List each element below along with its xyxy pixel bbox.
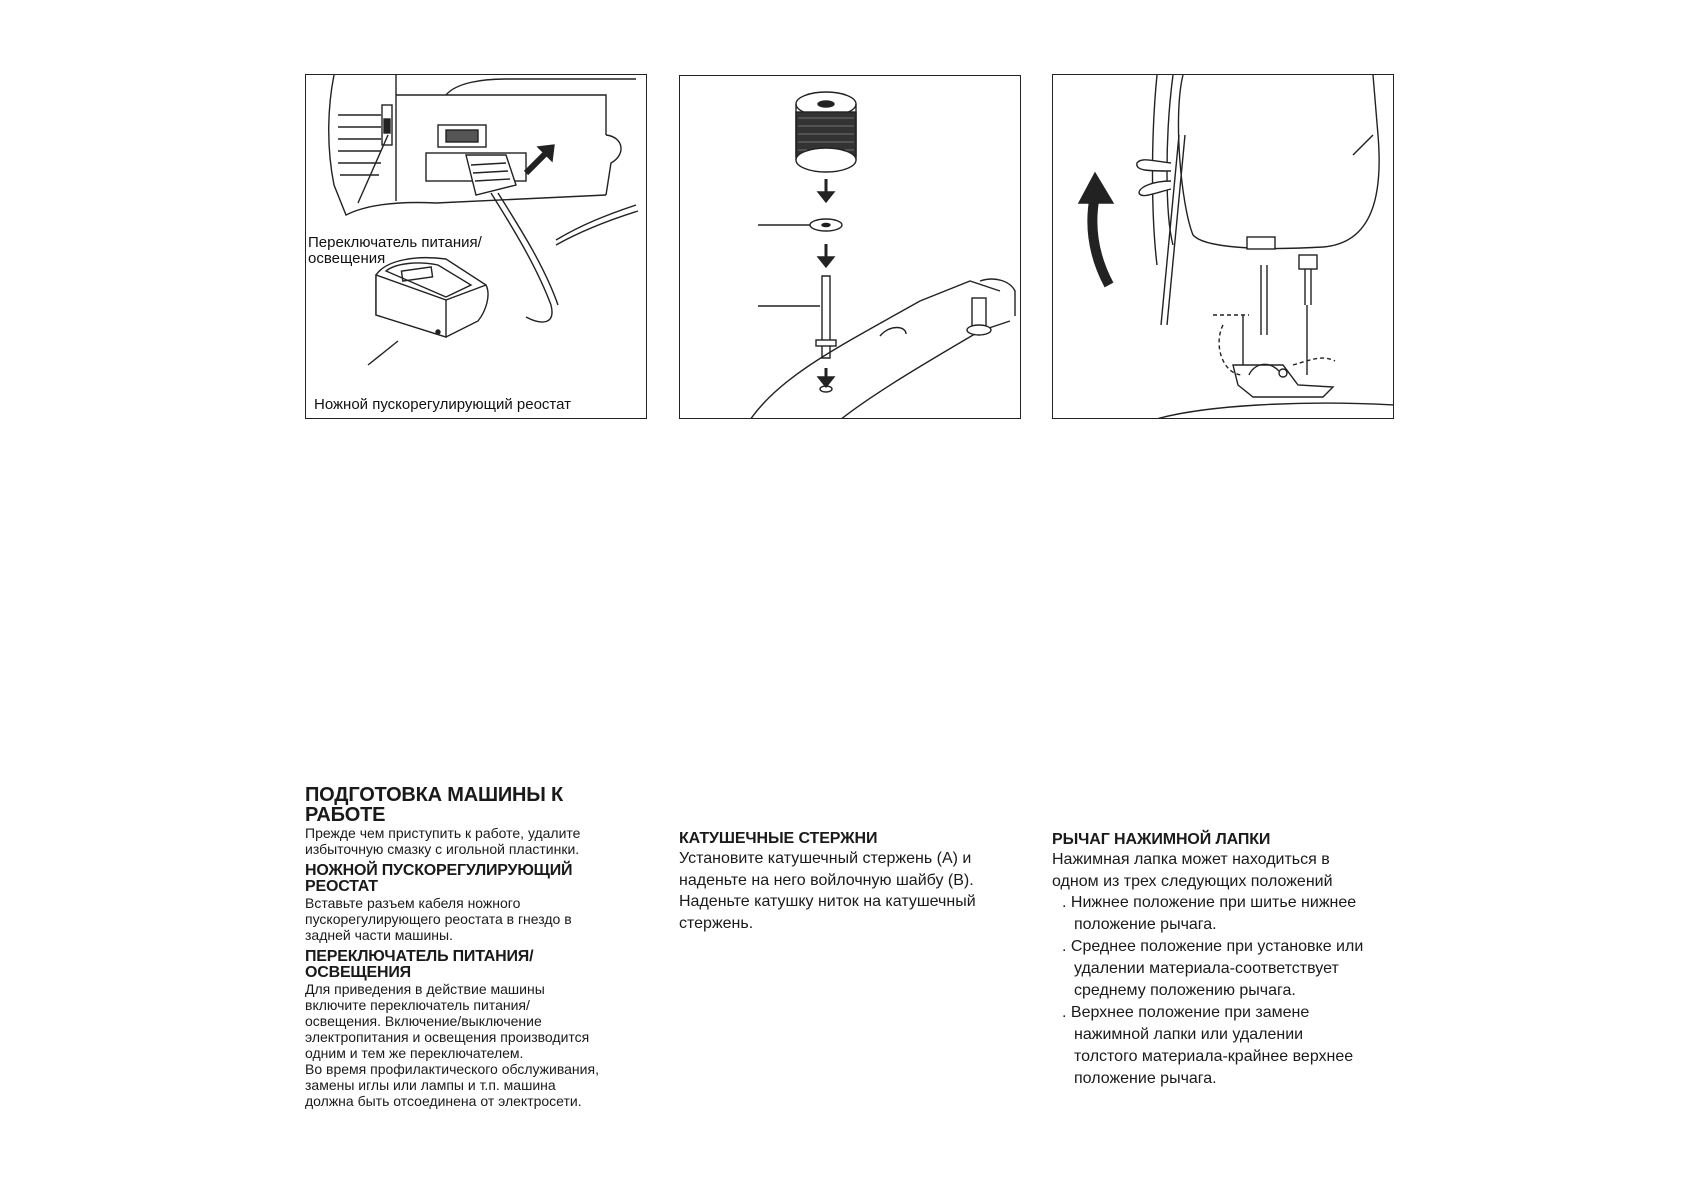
intro-line-2: избыточную смазку с игольной пластинки. xyxy=(305,841,580,857)
heading-presser-foot-lever: РЫЧАГ НАЖИМНОЙ ЛАПКИ xyxy=(1052,831,1271,848)
switch-text-line-4: электропитания и освещения производится xyxy=(305,1029,590,1045)
heading-preparation-line2: РАБОТЕ xyxy=(305,804,386,826)
pedal-text-line-1: Вставьте разъем кабеля ножного xyxy=(305,895,521,911)
spool-text-line-4: стержень. xyxy=(679,914,754,932)
pedal-text-line-2: пускорегулирующего реостата в гнездо в xyxy=(305,911,572,927)
switch-text-line-1: Для приведения в действие машины xyxy=(305,981,545,997)
spool-text-line-3: Наденьте катушку ниток на катушечный xyxy=(679,893,976,910)
heading-spool-pins: КАТУШЕЧНЫЕ СТЕРЖНИ xyxy=(679,830,878,847)
spool-text-line-1: Установите катушечный стержень (A) и xyxy=(679,850,972,867)
list-item: . Среднее положение при установке или удалении материала-соответствует среднему положению рычага. xyxy=(1062,938,1364,999)
presser-foot-lever-illustration xyxy=(1053,75,1394,419)
heading-preparation-line1: ПОДГОТОВКА МАШИНЫ К xyxy=(305,784,564,806)
lever-intro-line-2: одном из трех следующих положений xyxy=(1052,872,1333,890)
figure-presser-foot-lever xyxy=(1052,74,1394,419)
heading-foot-pedal-line2: РЕОСТАТ xyxy=(305,878,378,895)
spool-pin-illustration xyxy=(680,76,1021,419)
switch-text-line-2: включите переключатель питания/ xyxy=(305,997,530,1013)
intro-line-1: Прежде чем приступить к работе, удалите xyxy=(305,825,581,841)
figure-spool-pin xyxy=(679,75,1021,419)
label-power-switch-line2: освещения xyxy=(308,250,386,267)
switch-text-line-7: замены иглы или лампы и т.п. машина xyxy=(305,1077,556,1093)
lever-positions-list xyxy=(1052,892,1397,1090)
pedal-text-line-3: задней части машины. xyxy=(305,927,453,943)
lever-intro-line-1: Нажимная лапка может находиться в xyxy=(1052,851,1330,868)
list-item: . Верхнее положение при замене нажимной лапки или удалении толстого материала-крайнее верхнее положение рычага. xyxy=(1062,1004,1354,1087)
label-foot-pedal: Ножной пускорегулирующий реостат xyxy=(314,396,571,413)
figure-power-pedal xyxy=(305,74,647,419)
heading-foot-pedal-line1: НОЖНОЙ ПУСКОРЕГУЛИРУЮЩИЙ xyxy=(305,862,573,879)
heading-power-switch-line1: ПЕРЕКЛЮЧАТЕЛЬ ПИТАНИЯ/ xyxy=(305,948,534,965)
label-power-switch-line1: Переключатель питания/ xyxy=(308,234,482,251)
column-preparation xyxy=(305,785,675,1109)
spool-text-line-2: наденьте на него войлочную шайбу (B). xyxy=(679,871,974,889)
heading-power-switch-line2: ОСВЕЩЕНИЯ xyxy=(305,964,411,981)
switch-text-line-3: освещения. Включение/выключение xyxy=(305,1013,542,1029)
switch-text-line-5: одним и тем же переключателем. xyxy=(305,1045,524,1061)
list-item: . Нижнее положение при шитье нижнее положение рычага. xyxy=(1062,894,1357,933)
column-spool-pins xyxy=(679,830,1024,934)
switch-text-line-8: должна быть отсоединена от электросети. xyxy=(305,1093,582,1109)
switch-text-line-6: Во время профилактического обслуживания, xyxy=(305,1061,599,1077)
column-presser-foot-lever xyxy=(1052,831,1397,1090)
